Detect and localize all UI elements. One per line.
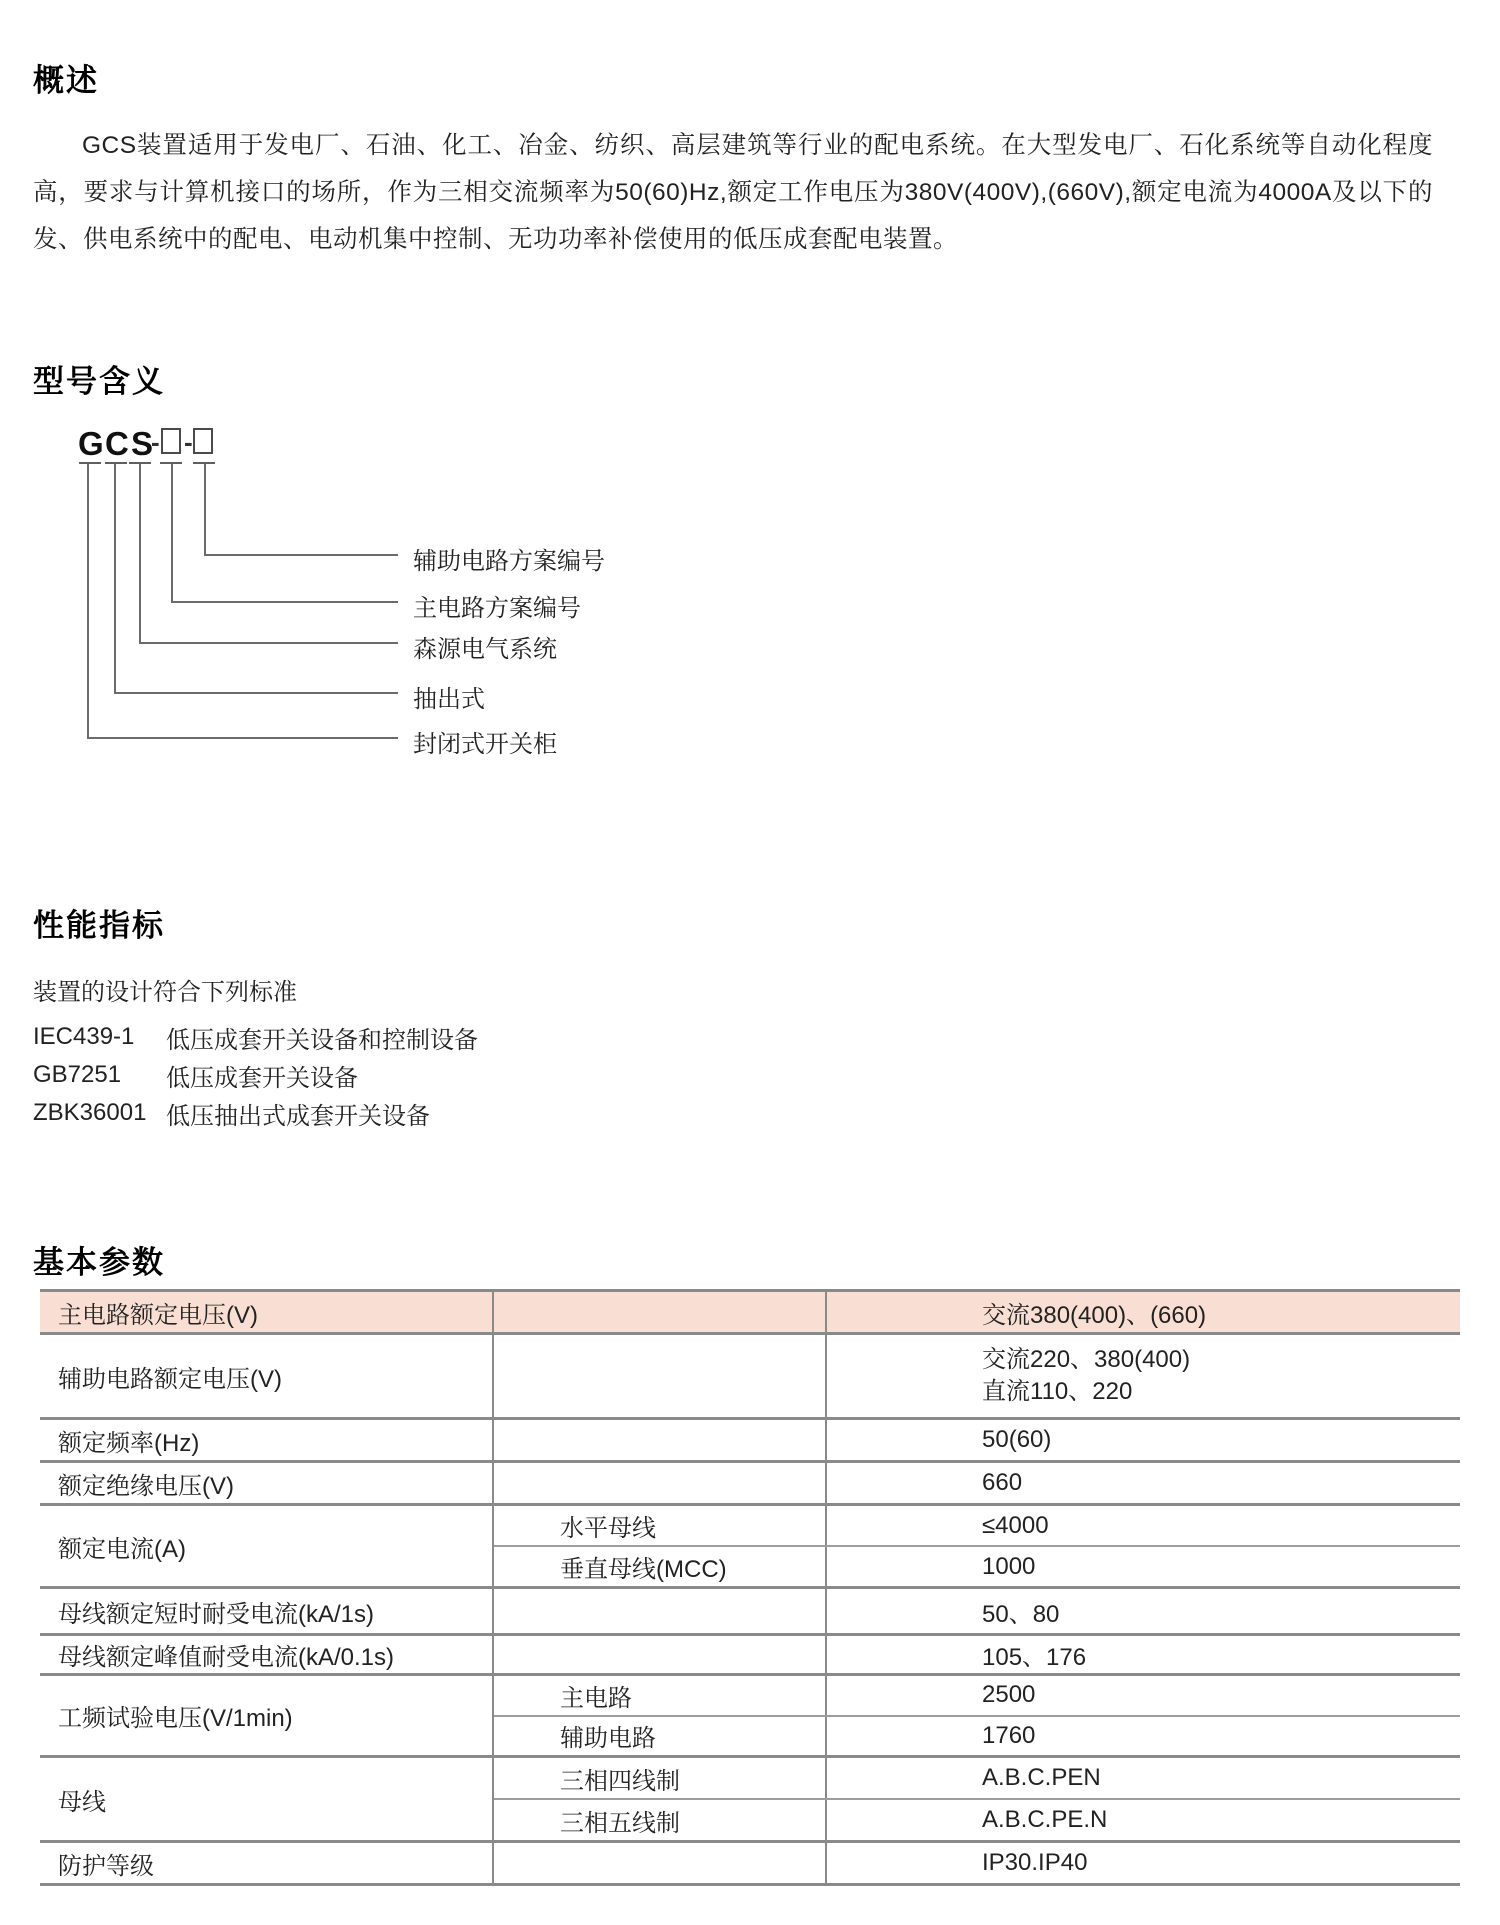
- diagram-connector-line: [139, 464, 141, 642]
- param-value: 1760: [982, 1721, 1036, 1749]
- model-letter-g: G: [78, 425, 104, 462]
- table-row: [40, 1758, 1460, 1843]
- diagram-connector-line: [171, 601, 398, 603]
- model-code-diagram: [60, 425, 1160, 770]
- param-label: 额定电流(A): [40, 1506, 494, 1586]
- diagram-underline: [79, 462, 101, 464]
- param-label: 母线: [40, 1758, 494, 1840]
- param-value: 1000: [982, 1552, 1036, 1580]
- table-row: [40, 1463, 1460, 1506]
- param-value: 105、176: [982, 1644, 1087, 1671]
- model-placeholder-box-2: [193, 428, 213, 454]
- table-row: [40, 1636, 1460, 1676]
- param-value: A.B.C.PEN: [982, 1764, 1101, 1791]
- overview-heading: 概述: [33, 63, 99, 98]
- param-subrows: [494, 1506, 1460, 1586]
- param-value: 50(60): [982, 1426, 1052, 1453]
- model-letter-c: C: [105, 425, 129, 462]
- param-subcell: [494, 1589, 827, 1633]
- param-label: 工频试验电压(V/1min): [40, 1676, 494, 1755]
- model-placeholder-box-1: [161, 428, 181, 454]
- param-subrow: [494, 1506, 1460, 1547]
- param-label: 额定频率(Hz): [40, 1420, 494, 1460]
- param-value: A.B.C.PE.N: [982, 1806, 1108, 1833]
- table-row: [40, 1676, 1460, 1758]
- standard-code: GB7251: [33, 1061, 122, 1088]
- model-dash-1: -: [151, 427, 160, 457]
- param-label: 母线额定短时耐受电流(kA/1s): [40, 1589, 494, 1633]
- param-label: 母线额定峰值耐受电流(kA/0.1s): [40, 1636, 494, 1673]
- model-label-enclosed: 封闭式开关柜: [413, 731, 557, 758]
- parameters-table: [40, 1289, 1460, 1886]
- param-label: 辅助电路额定电压(V): [40, 1335, 494, 1417]
- param-value-line1: 交流220、380(400): [982, 1346, 1191, 1373]
- param-subrow: [494, 1758, 1460, 1800]
- performance-heading: 性能指标: [33, 908, 165, 943]
- param-sublabel: 垂直母线(MCC): [494, 1547, 827, 1586]
- param-subcell: [494, 1335, 827, 1417]
- model-label-senyuan: 森源电气系统: [413, 636, 557, 663]
- param-label: 额定绝缘电压(V): [40, 1463, 494, 1503]
- param-sublabel: 三相四线制: [494, 1758, 827, 1798]
- param-value: IP30.IP40: [982, 1849, 1088, 1876]
- param-subrow: [494, 1547, 1460, 1586]
- param-subcell: [494, 1463, 827, 1503]
- param-value: [827, 1335, 1460, 1417]
- standard-code: IEC439-1: [33, 1023, 135, 1050]
- standard-desc: 低压成套开关设备: [166, 1064, 358, 1092]
- param-value: 50、80: [982, 1600, 1060, 1628]
- param-subcell: [494, 1843, 827, 1883]
- param-value: 660: [982, 1469, 1023, 1496]
- param-sublabel: 主电路: [494, 1676, 827, 1715]
- diagram-connector-line: [171, 464, 173, 601]
- diagram-connector-line: [114, 464, 116, 692]
- diagram-connector-line: [87, 464, 89, 737]
- standard-item: [33, 1056, 478, 1094]
- diagram-connector-line: [114, 692, 398, 694]
- table-row: [40, 1506, 1460, 1589]
- standard-code: ZBK36001: [33, 1099, 147, 1126]
- param-subrow: [494, 1717, 1460, 1756]
- param-value: ≤4000: [982, 1511, 1049, 1539]
- table-row: [40, 1420, 1460, 1463]
- model-label-aux-circuit: 辅助电路方案编号: [413, 548, 605, 575]
- diagram-connector-line: [139, 642, 398, 644]
- param-subrows: [494, 1676, 1460, 1755]
- standard-item: [33, 1094, 478, 1132]
- param-subcell: [494, 1636, 827, 1673]
- param-label: 主电路额定电压(V): [40, 1292, 494, 1332]
- model-label-drawout: 抽出式: [413, 686, 485, 713]
- param-value: 2500: [982, 1681, 1036, 1709]
- param-sublabel: 水平母线: [494, 1506, 827, 1545]
- table-row: [40, 1843, 1460, 1886]
- param-subrow: [494, 1676, 1460, 1717]
- diagram-underline: [105, 462, 127, 464]
- standards-list: [33, 1018, 478, 1132]
- param-subrows: [494, 1758, 1460, 1840]
- table-row: [40, 1335, 1460, 1420]
- param-label: 防护等级: [40, 1843, 494, 1883]
- param-sublabel: 三相五线制: [494, 1800, 827, 1840]
- diagram-connector-line: [204, 464, 206, 554]
- parameters-heading: 基本参数: [33, 1245, 165, 1280]
- param-subcell: [494, 1292, 827, 1332]
- table-row: [40, 1589, 1460, 1636]
- model-letter-s: S: [131, 425, 154, 462]
- standard-desc: 低压抽出式成套开关设备: [166, 1102, 430, 1130]
- table-row: [40, 1292, 1460, 1335]
- model-dash-2: -: [184, 427, 193, 457]
- model-label-main-circuit: 主电路方案编号: [413, 595, 581, 622]
- param-value: 交流380(400)、(660): [982, 1301, 1207, 1329]
- diagram-connector-line: [204, 554, 398, 556]
- param-sublabel: 辅助电路: [494, 1717, 827, 1756]
- model-heading: 型号含义: [33, 364, 165, 399]
- param-subrow: [494, 1800, 1460, 1840]
- param-subcell: [494, 1420, 827, 1460]
- performance-intro: 装置的设计符合下列标准: [33, 979, 297, 1006]
- standard-desc: 低压成套开关设备和控制设备: [166, 1026, 478, 1054]
- overview-paragraph: GCS装置适用于发电厂、石油、化工、冶金、纺织、高层建筑等行业的配电系统。在大型发电厂、石化系统等自动化程度高，要求与计算机接口的场所，作为三相交流频率为50(60)Hz,额定工作电压为380V(400V),(660V),额定电流为4000A及以下的发、供电系统中的配电、电动机集中控制、无功功率补偿使用的低压成套配电装置。: [33, 132, 1433, 253]
- standard-item: [33, 1018, 478, 1056]
- param-value-line2: 直流110、220: [982, 1378, 1133, 1405]
- diagram-connector-line: [87, 737, 398, 739]
